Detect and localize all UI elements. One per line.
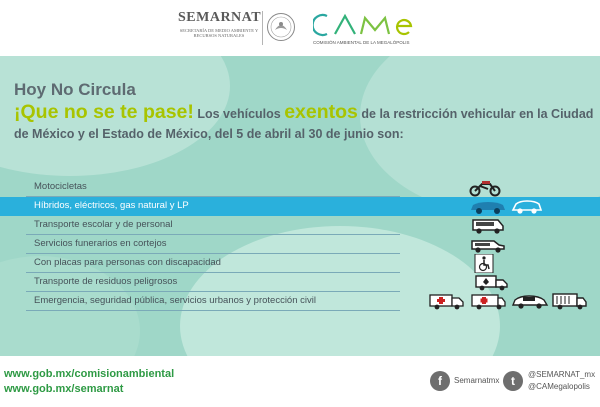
twitter-handle[interactable]: @SEMARNAT_mx [528,370,596,379]
header [0,0,600,56]
comision-ambiental-link[interactable]: www.gob.mx/comisionambiental [4,368,175,380]
twitter-icon[interactable]: t [503,371,523,391]
twitter-handle[interactable]: @CAMegalopolis [528,382,590,391]
wheelchair-icon [474,254,494,273]
semarnat-name: SEMARNAT [178,10,262,25]
footer [0,356,600,407]
list-item-highlighted [0,197,600,216]
headline-exentos: exentos [284,101,358,123]
list-item-label: Servicios funerarios en cortejos [34,238,167,249]
police-car-icon [511,292,549,311]
headline [14,102,594,144]
electric-car-icon [510,197,544,216]
headline-slogan: ¡Que no se te pase! [14,101,194,123]
semarnat-logo [178,10,260,38]
logo-divider [262,11,263,45]
row-divider [26,310,400,311]
ambulance-icon [470,292,508,311]
list-item-label: Emergencia, seguridad pública, servicios urbanos y protección civil [34,295,316,306]
list-item-label: Con placas para personas con discapacidad [34,257,221,268]
semarnat-link[interactable]: www.gob.mx/semarnat [4,383,124,395]
garbage-truck-icon [551,292,589,311]
hazmat-truck-icon [474,273,510,292]
headline-text: de la restricción vehicular en la Ciudad de México y el Estado de México, del 5 de abril al 30 de junio son: [14,107,594,141]
list-item [0,216,600,235]
facebook-handle[interactable]: Semarnatmx [454,376,500,385]
list-item [0,235,600,254]
list-item-label: Híbridos, eléctricos, gas natural y LP [34,200,189,211]
list-item-label: Transporte escolar y de personal [34,219,173,230]
came-logo [313,10,423,50]
van-icon [470,216,506,235]
facebook-icon[interactable]: f [430,371,450,391]
list-item [0,292,600,311]
list-item [0,273,600,292]
page-title: Hoy No Circula [14,80,136,99]
came-wordmark-icon [313,10,423,40]
list-item-label: Motocicletas [34,181,87,192]
ambulance-icon [428,292,466,311]
national-seal-icon [266,12,296,42]
main-panel [0,56,600,356]
semarnat-subtitle: SECRETARÍA DE MEDIO AMBIENTE Y RECURSOS NATURALES [179,28,259,38]
list-item [0,178,600,197]
list-item [0,254,600,273]
hearse-icon [470,235,506,254]
list-item-label: Transporte de residuos peligrosos [34,276,178,287]
motorcycle-icon [468,178,502,197]
headline-text: Los vehículos [193,107,285,121]
came-caption: COMISIÓN AMBIENTAL DE LA MEGALÓPOLIS [313,40,410,45]
hybrid-car-icon [468,197,508,216]
